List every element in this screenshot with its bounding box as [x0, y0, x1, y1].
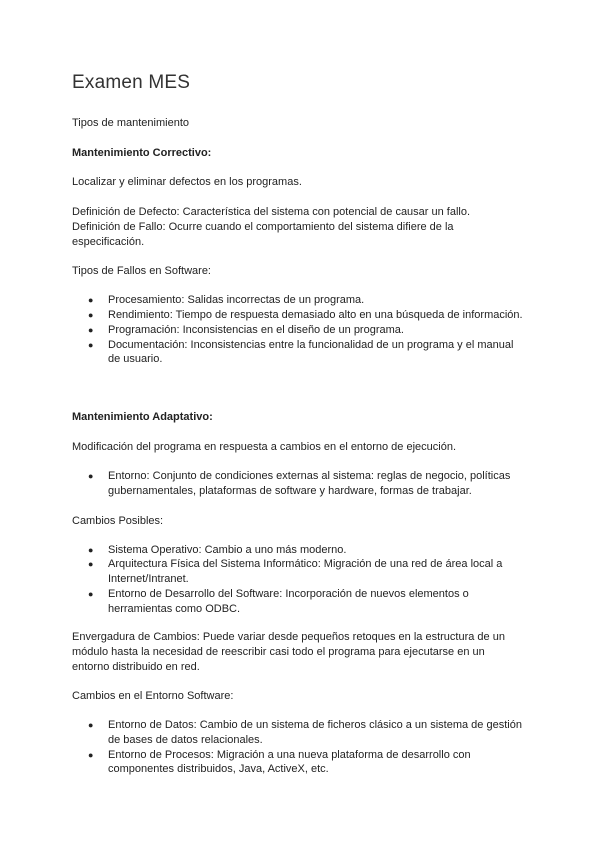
bullet-icon: ● [88, 589, 94, 599]
subtitle: Tipos de mantenimiento [72, 117, 189, 129]
list-item: ● Rendimiento: Tiempo de respuesta demasiado alto en una búsqueda de información. [88, 309, 523, 321]
def-fallo-line2: especificación. [72, 236, 145, 248]
def-fallo-line1: Definición de Fallo: Ocurre cuando el comportamiento del sistema difiere de la [72, 221, 454, 233]
list-item-continuation: componentes distribuidos, Java, ActiveX, etc. [108, 763, 329, 775]
list-item-continuation: gubernamentales, plataformas de software y hardware, formas de trabajar. [108, 485, 472, 497]
bullet-icon: ● [88, 310, 94, 320]
correctivo-heading: Mantenimiento Correctivo: [72, 147, 212, 159]
bullet-icon: ● [88, 340, 94, 350]
list-item: ● Arquitectura Física del Sistema Informático: Migración de una red de área local a [88, 558, 503, 570]
bullet-icon: ● [88, 545, 94, 555]
bullet-icon: ● [88, 559, 94, 569]
adaptativo-intro: Modificación del programa en respuesta a cambios en el entorno de ejecución. [72, 441, 457, 453]
adaptativo-heading: Mantenimiento Adaptativo: [72, 411, 213, 423]
list-item-continuation: Internet/Intranet. [108, 573, 189, 585]
bullet-icon: ● [88, 750, 94, 760]
list-item: ● Documentación: Inconsistencias entre la funcionalidad de un programa y el manual [88, 339, 514, 351]
list-item: ● Entorno de Datos: Cambio de un sistema de ficheros clásico a un sistema de gestión [88, 719, 522, 731]
list-item: ● Entorno de Procesos: Migración a una nueva plataforma de desarrollo con [88, 749, 471, 761]
list-item-continuation: herramientas como ODBC. [108, 603, 241, 615]
cambios-label: Cambios Posibles: [72, 515, 164, 527]
bullet-icon: ● [88, 471, 94, 481]
list-item: ● Procesamiento: Salidas incorrectas de un programa. [88, 294, 365, 306]
list-item-continuation: de usuario. [108, 353, 163, 365]
envergadura-line1: Envergadura de Cambios: Puede variar desde pequeños retoques en la estructura de un [72, 631, 505, 643]
envergadura-line2: módulo hasta la necesidad de reescribir casi todo el programa para ejecutarse en un [72, 646, 485, 658]
bullet-icon: ● [88, 295, 94, 305]
list-item: ● Entorno: Conjunto de condiciones externas al sistema: reglas de negocio, políticas [88, 470, 511, 482]
document-title: Examen MES [72, 72, 191, 93]
bullet-icon: ● [88, 720, 94, 730]
def-defecto: Definición de Defecto: Característica del sistema con potencial de causar un fallo. [72, 206, 471, 218]
list-item-continuation: de bases de datos relacionales. [108, 734, 263, 746]
correctivo-intro: Localizar y eliminar defectos en los programas. [72, 176, 302, 188]
list-item: ● Sistema Operativo: Cambio a uno más moderno. [88, 544, 347, 556]
list-item: ● Programación: Inconsistencias en el diseño de un programa. [88, 324, 404, 336]
bullet-icon: ● [88, 325, 94, 335]
envergadura-line3: entorno distribuido en red. [72, 661, 200, 673]
entorno-sw-label: Cambios en el Entorno Software: [72, 690, 234, 702]
fallos-label: Tipos de Fallos en Software: [72, 265, 211, 277]
list-item: ● Entorno de Desarrollo del Software: Incorporación de nuevos elementos o [88, 588, 469, 600]
